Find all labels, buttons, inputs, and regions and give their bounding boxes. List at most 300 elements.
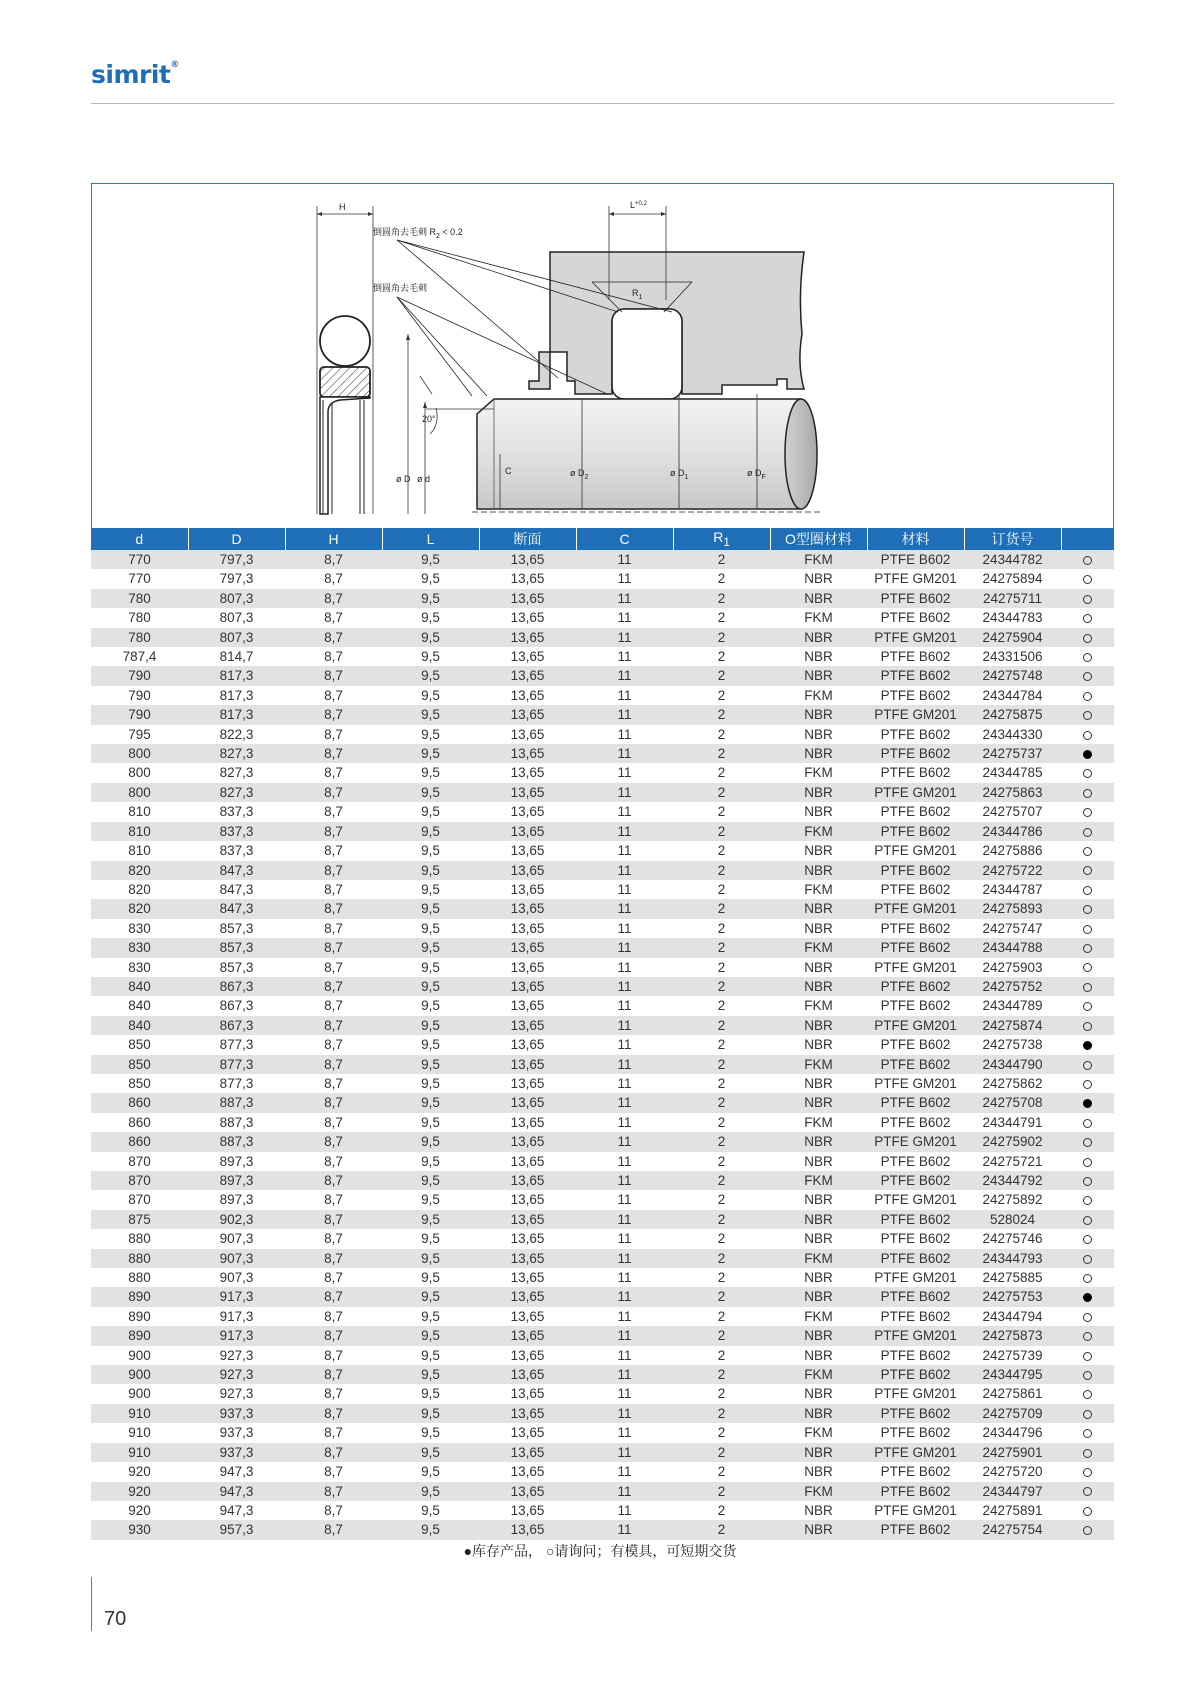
table-cell: 13,65 [479, 550, 576, 569]
table-cell: 24275707 [964, 802, 1061, 821]
table-cell: 9,5 [382, 589, 479, 608]
table-cell: PTFE B602 [867, 1423, 964, 1442]
table-cell: 9,5 [382, 1190, 479, 1209]
table-header-row [91, 528, 1114, 550]
column-header: 材料 [867, 528, 964, 550]
table-cell: 2 [673, 996, 770, 1015]
table-row [91, 1152, 1114, 1171]
on-request-circle-icon [1083, 731, 1092, 740]
table-cell: 897,3 [188, 1171, 285, 1190]
table-cell: 837,3 [188, 841, 285, 860]
table-cell: 2 [673, 1249, 770, 1268]
table-cell: 24344787 [964, 880, 1061, 899]
table-cell: 780 [91, 628, 188, 647]
table-cell: 11 [576, 1307, 673, 1326]
table-cell: PTFE B602 [867, 1482, 964, 1501]
table-row [91, 899, 1114, 918]
table-cell: 870 [91, 1152, 188, 1171]
table-cell: 13,65 [479, 1171, 576, 1190]
table-cell: 907,3 [188, 1268, 285, 1287]
table-cell: NBR [770, 1093, 867, 1112]
table-cell: 11 [576, 861, 673, 880]
table-cell: 24275891 [964, 1501, 1061, 1520]
table-cell: 13,65 [479, 647, 576, 666]
table-cell: 9,5 [382, 1365, 479, 1384]
table-cell: 24331506 [964, 647, 1061, 666]
table-cell: NBR [770, 802, 867, 821]
dim-d1-label: ø $D_1$ [670, 468, 689, 481]
table-cell: 11 [576, 938, 673, 957]
table-cell: PTFE GM201 [867, 1132, 964, 1151]
table-cell: 900 [91, 1384, 188, 1403]
table-cell: 24275874 [964, 1016, 1061, 1035]
table-cell: 2 [673, 686, 770, 705]
table-cell: 8,7 [285, 822, 382, 841]
table-cell: 847,3 [188, 861, 285, 880]
table-cell: 11 [576, 666, 673, 685]
table-cell: 11 [576, 1132, 673, 1151]
table-row [91, 919, 1114, 938]
table-cell: 8,7 [285, 744, 382, 763]
stock-status-cell [1061, 861, 1114, 880]
table-cell: 9,5 [382, 628, 479, 647]
table-cell: 24275739 [964, 1346, 1061, 1365]
table-cell: 2 [673, 1093, 770, 1112]
table-cell: 797,3 [188, 550, 285, 569]
table-cell: NBR [770, 1404, 867, 1423]
on-request-circle-icon [1083, 634, 1092, 643]
table-cell: 13,65 [479, 996, 576, 1015]
table-cell: 9,5 [382, 1249, 479, 1268]
table-cell: NBR [770, 666, 867, 685]
table-cell: FKM [770, 1055, 867, 1074]
table-cell: 2 [673, 919, 770, 938]
table-cell: 13,65 [479, 1346, 576, 1365]
stock-status-cell [1061, 802, 1114, 821]
table-cell: 8,7 [285, 1093, 382, 1112]
table-row [91, 1520, 1114, 1539]
table-cell: 24275737 [964, 744, 1061, 763]
table-row [91, 1462, 1114, 1481]
table-cell: 9,5 [382, 1346, 479, 1365]
on-request-circle-icon [1083, 711, 1092, 720]
table-cell: 13,65 [479, 1113, 576, 1132]
stock-status-cell [1061, 1132, 1114, 1151]
table-cell: 24344788 [964, 938, 1061, 957]
table-cell: 8,7 [285, 569, 382, 588]
stock-status-cell [1061, 763, 1114, 782]
table-cell: PTFE GM201 [867, 1384, 964, 1403]
table-cell: FKM [770, 608, 867, 627]
table-cell: 13,65 [479, 628, 576, 647]
table-cell: 11 [576, 822, 673, 841]
stock-status-cell [1061, 841, 1114, 860]
table-cell: 780 [91, 608, 188, 627]
table-cell: 8,7 [285, 861, 382, 880]
table-cell: 2 [673, 1287, 770, 1306]
table-cell: 867,3 [188, 1016, 285, 1035]
dim-c-label: C [505, 466, 512, 476]
table-cell: 2 [673, 763, 770, 782]
table-cell: 2 [673, 1074, 770, 1093]
table-cell: 24344786 [964, 822, 1061, 841]
table-cell: 24275748 [964, 666, 1061, 685]
table-cell: 8,7 [285, 1346, 382, 1365]
table-cell: 13,65 [479, 1520, 576, 1539]
on-request-circle-icon [1083, 1022, 1092, 1031]
table-cell: 24275708 [964, 1093, 1061, 1112]
table-cell: NBR [770, 1016, 867, 1035]
table-cell: 11 [576, 1326, 673, 1345]
table-cell: 13,65 [479, 569, 576, 588]
column-header: 断面 [479, 528, 576, 550]
stock-status-cell [1061, 1326, 1114, 1345]
on-request-circle-icon [1083, 828, 1092, 837]
table-cell: 8,7 [285, 1501, 382, 1520]
table-cell: 2 [673, 841, 770, 860]
table-cell: 11 [576, 1190, 673, 1209]
table-cell: 780 [91, 589, 188, 608]
table-cell: NBR [770, 783, 867, 802]
table-cell: 2 [673, 1113, 770, 1132]
table-cell: 24344792 [964, 1171, 1061, 1190]
table-cell: 13,65 [479, 608, 576, 627]
table-cell: 11 [576, 996, 673, 1015]
table-cell: 840 [91, 977, 188, 996]
table-cell: 920 [91, 1501, 188, 1520]
table-cell: 8,7 [285, 1249, 382, 1268]
table-cell: 11 [576, 763, 673, 782]
table-cell: 890 [91, 1326, 188, 1345]
table-cell: NBR [770, 647, 867, 666]
diameter-dimensions [396, 334, 430, 514]
table-cell: 11 [576, 1268, 673, 1287]
table-cell: 930 [91, 1520, 188, 1539]
table-cell: 13,65 [479, 1074, 576, 1093]
table-cell: 2 [673, 977, 770, 996]
dim-d2-label: ø $D_2$ [570, 468, 589, 481]
table-cell: 937,3 [188, 1443, 285, 1462]
table-row [91, 725, 1114, 744]
table-cell: 24275886 [964, 841, 1061, 860]
table-cell: NBR [770, 919, 867, 938]
table-row [91, 1113, 1114, 1132]
on-request-circle-icon [1083, 575, 1092, 584]
stock-status-cell [1061, 1074, 1114, 1093]
table-cell: PTFE B602 [867, 1249, 964, 1268]
table-cell: 9,5 [382, 763, 479, 782]
table-cell: 9,5 [382, 919, 479, 938]
table-cell: PTFE B602 [867, 686, 964, 705]
table-cell: FKM [770, 822, 867, 841]
stock-status-cell [1061, 1462, 1114, 1481]
table-cell: FKM [770, 938, 867, 957]
table-body [91, 550, 1114, 1540]
table-cell: 870 [91, 1190, 188, 1209]
on-request-circle-icon [1083, 692, 1092, 701]
table-cell: 8,7 [285, 705, 382, 724]
table-cell: 13,65 [479, 938, 576, 957]
table-cell: FKM [770, 880, 867, 899]
table-cell: 11 [576, 880, 673, 899]
table-cell: 827,3 [188, 783, 285, 802]
table-cell: 957,3 [188, 1520, 285, 1539]
table-cell: 13,65 [479, 1501, 576, 1520]
table-cell: 850 [91, 1035, 188, 1054]
on-request-circle-icon [1083, 1119, 1092, 1128]
table-cell: FKM [770, 763, 867, 782]
table-cell: PTFE B602 [867, 1520, 964, 1539]
table-row [91, 996, 1114, 1015]
table-cell: 820 [91, 880, 188, 899]
table-cell: 770 [91, 569, 188, 588]
table-cell: 13,65 [479, 880, 576, 899]
table-cell: 770 [91, 550, 188, 569]
table-cell: 24344785 [964, 763, 1061, 782]
table-cell: NBR [770, 705, 867, 724]
on-request-circle-icon [1083, 963, 1092, 972]
simrit-logo: simrit® [91, 60, 179, 89]
table-cell: 11 [576, 919, 673, 938]
technical-drawing [91, 183, 1114, 528]
table-cell: 947,3 [188, 1501, 285, 1520]
stock-status-cell [1061, 1365, 1114, 1384]
table-cell: 24275892 [964, 1190, 1061, 1209]
table-row [91, 1404, 1114, 1423]
table-cell: 8,7 [285, 1462, 382, 1481]
table-cell: NBR [770, 1462, 867, 1481]
table-cell: 8,7 [285, 608, 382, 627]
table-cell: 11 [576, 1384, 673, 1403]
stock-status-cell [1061, 1482, 1114, 1501]
table-cell: 11 [576, 1346, 673, 1365]
table-cell: 2 [673, 958, 770, 977]
table-cell: 9,5 [382, 783, 479, 802]
stock-status-cell [1061, 1190, 1114, 1209]
table-row [91, 1035, 1114, 1054]
table-cell: 13,65 [479, 1326, 576, 1345]
table-cell: 24275752 [964, 977, 1061, 996]
stock-status-cell [1061, 1404, 1114, 1423]
table-cell: 11 [576, 1210, 673, 1229]
table-cell: FKM [770, 686, 867, 705]
table-cell: 2 [673, 1055, 770, 1074]
table-cell: PTFE B602 [867, 666, 964, 685]
table-cell: 8,7 [285, 1520, 382, 1539]
table-cell: NBR [770, 1384, 867, 1403]
table-cell: 907,3 [188, 1229, 285, 1248]
table-row [91, 1210, 1114, 1229]
table-cell: PTFE B602 [867, 880, 964, 899]
on-request-circle-icon [1083, 1138, 1092, 1147]
table-cell: 8,7 [285, 880, 382, 899]
on-request-circle-icon [1083, 672, 1092, 681]
on-request-circle-icon [1083, 1002, 1092, 1011]
table-cell: NBR [770, 899, 867, 918]
table-cell: 937,3 [188, 1423, 285, 1442]
table-cell: 11 [576, 569, 673, 588]
table-cell: 9,5 [382, 1482, 479, 1501]
table-cell: 24275861 [964, 1384, 1061, 1403]
table-cell: NBR [770, 1190, 867, 1209]
table-cell: 24275722 [964, 861, 1061, 880]
table-cell: 820 [91, 861, 188, 880]
on-request-circle-icon [1083, 1429, 1092, 1438]
table-cell: 8,7 [285, 1268, 382, 1287]
table-cell: 11 [576, 1287, 673, 1306]
table-cell: 870 [91, 1171, 188, 1190]
table-row [91, 1443, 1114, 1462]
table-cell: PTFE B602 [867, 589, 964, 608]
table-cell: 857,3 [188, 958, 285, 977]
table-row [91, 608, 1114, 627]
table-row [91, 822, 1114, 841]
table-row [91, 1093, 1114, 1112]
table-cell: 907,3 [188, 1249, 285, 1268]
chamfer-r2-label: 倒圆角去毛刺 R [373, 227, 437, 237]
table-cell: 2 [673, 1423, 770, 1442]
table-cell: 850 [91, 1055, 188, 1074]
table-cell: 11 [576, 608, 673, 627]
table-cell: PTFE B602 [867, 1152, 964, 1171]
table-cell: 2 [673, 705, 770, 724]
table-cell: 800 [91, 783, 188, 802]
table-cell: 24344784 [964, 686, 1061, 705]
table-cell: 840 [91, 1016, 188, 1035]
table-cell: 2 [673, 1326, 770, 1345]
table-cell: 2 [673, 783, 770, 802]
table-cell: 9,5 [382, 1501, 479, 1520]
table-row [91, 686, 1114, 705]
stock-status-cell [1061, 880, 1114, 899]
table-cell: 13,65 [479, 1229, 576, 1248]
table-cell: 947,3 [188, 1462, 285, 1481]
table-cell: 13,65 [479, 802, 576, 821]
table-cell: 2 [673, 1210, 770, 1229]
table-cell: 8,7 [285, 763, 382, 782]
table-cell: 9,5 [382, 1307, 479, 1326]
table-cell: 9,5 [382, 1171, 479, 1190]
stock-status-cell [1061, 1016, 1114, 1035]
table-cell: 24344795 [964, 1365, 1061, 1384]
table-cell: NBR [770, 1229, 867, 1248]
table-cell: 9,5 [382, 861, 479, 880]
table-cell: 11 [576, 628, 673, 647]
stock-status-cell [1061, 1520, 1114, 1539]
table-cell: PTFE GM201 [867, 899, 964, 918]
stock-legend: ●库存产品， ○请询问；有模具，可短期交货 [463, 1543, 737, 1559]
table-cell: PTFE B602 [867, 1346, 964, 1365]
table-cell: 860 [91, 1093, 188, 1112]
table-cell: 817,3 [188, 705, 285, 724]
table-cell: 11 [576, 744, 673, 763]
stock-status-cell [1061, 1229, 1114, 1248]
table-cell: 24275738 [964, 1035, 1061, 1054]
table-cell: 9,5 [382, 841, 479, 860]
table-row [91, 880, 1114, 899]
table-cell: 2 [673, 725, 770, 744]
stock-status-cell [1061, 783, 1114, 802]
table-cell: 528024 [964, 1210, 1061, 1229]
table-cell: 2 [673, 1190, 770, 1209]
table-cell: FKM [770, 1423, 867, 1442]
table-row [91, 1365, 1114, 1384]
table-cell: NBR [770, 841, 867, 860]
table-cell: 24275720 [964, 1462, 1061, 1481]
table-cell: 2 [673, 861, 770, 880]
dim-h-label: H [339, 202, 346, 212]
table-cell: PTFE B602 [867, 647, 964, 666]
table-cell: 2 [673, 647, 770, 666]
stock-status-cell [1061, 1113, 1114, 1132]
header-rule [91, 103, 1114, 104]
table-cell: 24344796 [964, 1423, 1061, 1442]
dim-d-label: ø d [417, 474, 431, 484]
table-cell: NBR [770, 1326, 867, 1345]
table-row [91, 1074, 1114, 1093]
table-cell: 24275885 [964, 1268, 1061, 1287]
table-cell: 2 [673, 744, 770, 763]
table-cell: PTFE B602 [867, 938, 964, 957]
table-cell: 8,7 [285, 938, 382, 957]
table-cell: 13,65 [479, 666, 576, 685]
table-cell: 800 [91, 744, 188, 763]
table-cell: 24275746 [964, 1229, 1061, 1248]
table-cell: 9,5 [382, 899, 479, 918]
table-cell: 13,65 [479, 1423, 576, 1442]
table-cell: NBR [770, 628, 867, 647]
table-cell: 11 [576, 958, 673, 977]
table-cell: 9,5 [382, 977, 479, 996]
table-cell: 837,3 [188, 822, 285, 841]
table-cell: 8,7 [285, 1210, 382, 1229]
table-cell: 13,65 [479, 705, 576, 724]
table-cell: PTFE B602 [867, 608, 964, 627]
table-cell: 830 [91, 938, 188, 957]
table-cell: NBR [770, 1152, 867, 1171]
on-request-circle-icon [1083, 1507, 1092, 1516]
dim-r1-label: $R_1$ [632, 288, 643, 301]
on-request-circle-icon [1083, 944, 1092, 953]
table-cell: NBR [770, 1287, 867, 1306]
table-cell: 13,65 [479, 1132, 576, 1151]
table-cell: 13,65 [479, 1482, 576, 1501]
table-cell: PTFE B602 [867, 1113, 964, 1132]
table-cell: 24275904 [964, 628, 1061, 647]
r1-subscript: 1 [723, 535, 730, 549]
in-stock-dot-icon [1083, 750, 1092, 759]
column-header: $R_1$ [673, 528, 770, 550]
in-stock-dot-icon [1083, 1293, 1092, 1302]
dim-angle-label: 20° [422, 414, 436, 424]
table-cell: 917,3 [188, 1326, 285, 1345]
table-cell: 8,7 [285, 647, 382, 666]
table-cell: 9,5 [382, 1016, 479, 1035]
table-cell: 2 [673, 589, 770, 608]
table-cell: 8,7 [285, 1423, 382, 1442]
table-cell: FKM [770, 996, 867, 1015]
table-cell: 817,3 [188, 686, 285, 705]
table-cell: 2 [673, 1520, 770, 1539]
table-cell: 822,3 [188, 725, 285, 744]
table-cell: 11 [576, 1249, 673, 1268]
table-cell: 9,5 [382, 686, 479, 705]
table-row [91, 1346, 1114, 1365]
table-cell: PTFE B602 [867, 1404, 964, 1423]
table-cell: 9,5 [382, 996, 479, 1015]
table-cell: PTFE B602 [867, 822, 964, 841]
column-header: 订货号 [964, 528, 1061, 550]
